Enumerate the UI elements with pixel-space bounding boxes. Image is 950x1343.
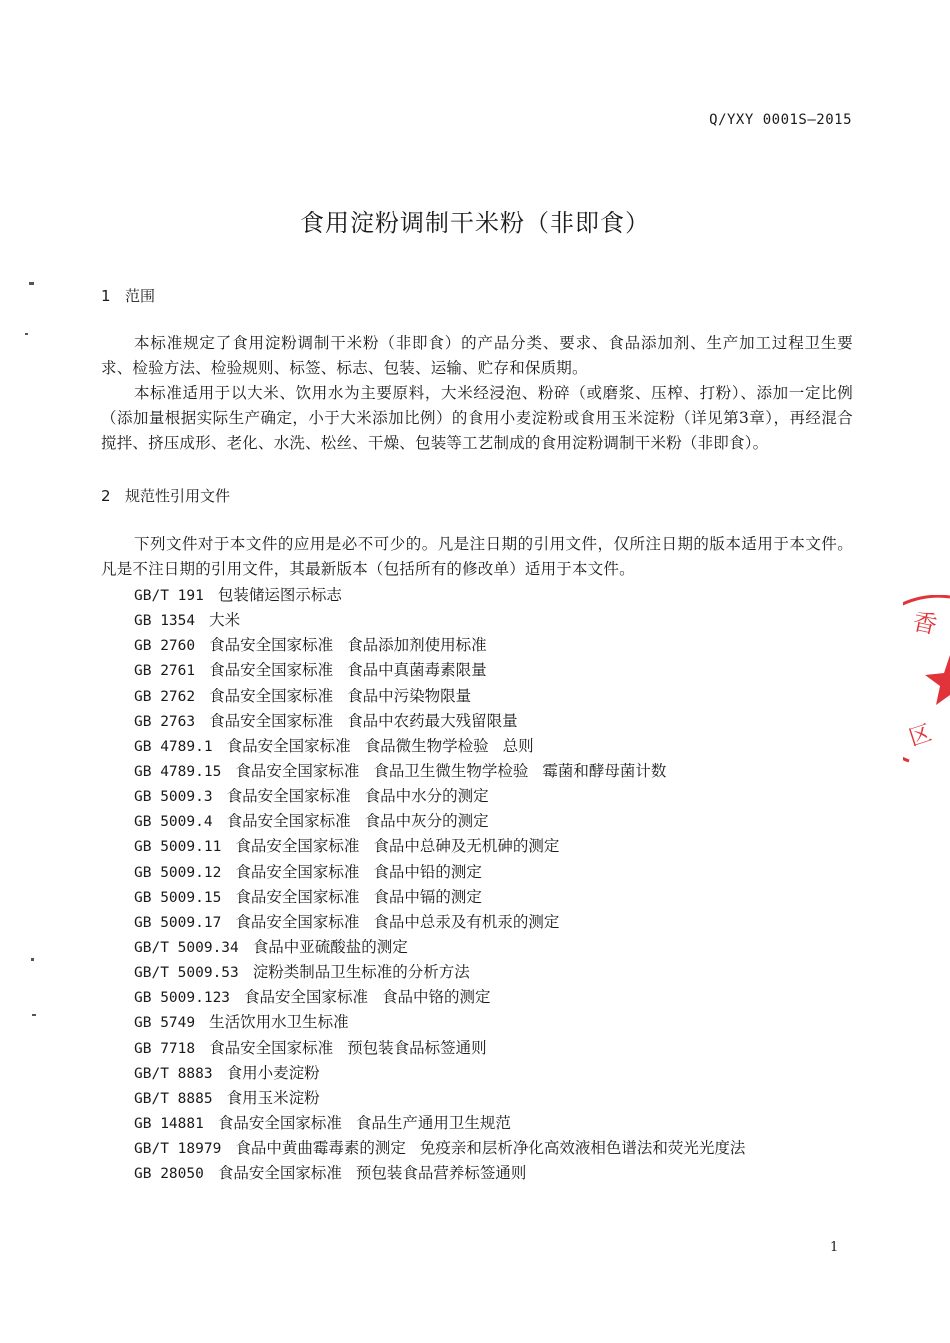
- reference-item: [134, 809, 759, 834]
- reference-item: [134, 960, 759, 985]
- reference-title-part: 食品安全国家标准: [235, 862, 360, 881]
- reference-title-part: 生活饮用水卫生标准: [209, 1013, 349, 1032]
- reference-code: GB 5009.15: [134, 889, 222, 906]
- reference-code: GB 28050: [134, 1166, 204, 1183]
- reference-code: GB 5009.17: [134, 914, 222, 931]
- section-number: 2: [101, 487, 111, 505]
- reference-item: [134, 935, 759, 960]
- reference-title-part: 食用玉米淀粉: [226, 1088, 320, 1107]
- reference-title-part: 食品安全国家标准: [209, 1038, 334, 1057]
- seal-char: 香: [910, 607, 940, 640]
- scope-paragraph-2: 本标准适用于以大米、饮用水为主要原料，大米经浸泡、粉碎（或磨浆、压榨、打粉）、添加一定比例（添加量根据实际生产确定，小于大米添加比例）的食用小麦淀粉或食用玉米淀粉（详见第3章），再经混合搅拌、挤压成形、老化、水洗、松丝、干燥、包装等工艺制成的食用淀粉调制干米粉（非即食）。: [101, 384, 853, 452]
- reference-item: [134, 1061, 759, 1086]
- reference-code: GB 4789.15: [134, 763, 222, 780]
- reference-title-part: 食品安全国家标准: [235, 837, 360, 856]
- reference-title-part: 霉菌和酵母菌计数: [542, 761, 667, 780]
- reference-title-part: 食品安全国家标准: [226, 787, 351, 806]
- reference-title-part: 食品中污染物限量: [347, 686, 472, 705]
- reference-title-part: 食品安全国家标准: [209, 661, 334, 680]
- reference-title-part: 预包装食品标签通则: [347, 1038, 487, 1057]
- reference-title-part: 食品安全国家标准: [209, 711, 334, 730]
- reference-item: [134, 885, 759, 910]
- reference-title-part: 食品安全国家标准: [217, 1164, 342, 1183]
- reference-code: GB 5009.4: [134, 814, 213, 831]
- reference-item: [134, 759, 759, 784]
- reference-code: GB 2763: [134, 713, 196, 730]
- red-seal-stamp: [903, 595, 950, 765]
- reference-list: [134, 583, 759, 1186]
- reference-code: GB 5009.12: [134, 864, 222, 881]
- reference-title-part: 食品安全国家标准: [226, 812, 351, 831]
- reference-title-part: 食品中镉的测定: [373, 887, 482, 906]
- reference-title-part: 食品微生物学检验: [364, 736, 489, 755]
- reference-item: [134, 633, 759, 658]
- reference-title-part: 食品中灰分的测定: [364, 812, 489, 831]
- reference-title-part: 食品中水分的测定: [364, 787, 489, 806]
- reference-item: [134, 658, 759, 683]
- reference-title-part: 预包装食品营养标签通则: [355, 1164, 527, 1183]
- reference-item: [134, 985, 759, 1010]
- reference-item: [134, 1161, 759, 1186]
- reference-code: GB 1354: [134, 613, 196, 630]
- reference-title-part: 食品生产通用卫生规范: [355, 1113, 511, 1132]
- reference-item: [134, 834, 759, 859]
- reference-code: GB/T 18979: [134, 1141, 222, 1158]
- reference-title-part: 食品中真菌毒素限量: [347, 661, 487, 680]
- reference-item: [134, 734, 759, 759]
- section-number: 1: [101, 287, 111, 305]
- scan-speck: [32, 1014, 36, 1016]
- reference-title-part: 大米: [209, 611, 241, 630]
- page-number: 1: [830, 1240, 839, 1255]
- seal-star-icon: [925, 655, 950, 705]
- reference-title-part: 食品安全国家标准: [209, 686, 334, 705]
- scan-speck: [29, 282, 34, 285]
- reference-code: GB 2760: [134, 638, 196, 655]
- references-intro-paragraph: 下列文件对于本文件的应用是必不可少的。凡是注日期的引用文件，仅所注日期的版本适用于本文件。凡是不注日期的引用文件，其最新版本（包括所有的修改单）适用于本文件。: [101, 535, 853, 578]
- reference-title-part: 食用小麦淀粉: [226, 1063, 320, 1082]
- reference-title-part: 食品中农药最大残留限量: [347, 711, 518, 730]
- reference-item: [134, 1036, 759, 1061]
- reference-title-part: 食品安全国家标准: [244, 988, 369, 1007]
- section-heading-scope: [101, 285, 155, 306]
- section-heading-references: [101, 485, 230, 506]
- reference-title-part: 食品安全国家标准: [235, 912, 360, 931]
- reference-title-part: 食品中亚硫酸盐的测定: [252, 937, 408, 956]
- reference-title-part: 食品添加剂使用标准: [347, 636, 487, 655]
- reference-title-part: 食品中总汞及有机汞的测定: [373, 912, 560, 931]
- reference-title-part: 总则: [502, 736, 534, 755]
- reference-title-part: 食品中黄曲霉毒素的测定: [235, 1139, 406, 1158]
- reference-code: GB/T 8885: [134, 1090, 213, 1107]
- reference-code: GB/T 191: [134, 588, 204, 604]
- reference-code: GB/T 8883: [134, 1065, 213, 1082]
- reference-code: GB 5009.3: [134, 789, 213, 806]
- reference-title-part: 免疫亲和层析净化高效液相色谱法和荧光光度法: [419, 1139, 746, 1158]
- reference-code: GB 14881: [134, 1115, 204, 1132]
- reference-title-part: 食品中铅的测定: [373, 862, 482, 881]
- scope-paragraph-1: 本标准规定了食用淀粉调制干米粉（非即食）的产品分类、要求、食品添加剂、生产加工过程卫生要求、检验方法、检验规则、标签、标志、包装、运输、贮存和保质期。: [101, 334, 853, 377]
- seal-char: 区: [906, 720, 935, 752]
- reference-item: [134, 910, 759, 935]
- section-title: 范围: [125, 287, 156, 305]
- reference-title-part: 食品中总砷及无机砷的测定: [373, 837, 560, 856]
- reference-code: GB/T 5009.53: [134, 965, 239, 982]
- scan-speck: [31, 958, 34, 961]
- reference-title-part: 包装储运图示标志: [217, 586, 342, 604]
- reference-code: GB 5009.123: [134, 990, 231, 1007]
- reference-item: [134, 1010, 759, 1035]
- reference-title-part: 食品安全国家标准: [235, 887, 360, 906]
- reference-code: GB 7718: [134, 1040, 196, 1057]
- scan-speck: [25, 333, 28, 335]
- reference-code: GB 5009.11: [134, 839, 222, 856]
- reference-item: [134, 1086, 759, 1111]
- reference-title-part: 食品安全国家标准: [226, 736, 351, 755]
- reference-item: [134, 784, 759, 809]
- reference-code: GB 4789.1: [134, 738, 213, 755]
- reference-title-part: 食品安全国家标准: [235, 761, 360, 780]
- reference-title-part: 淀粉类制品卫生标准的分析方法: [252, 963, 470, 982]
- document-title: 食用淀粉调制干米粉（非即食）: [300, 209, 650, 237]
- reference-item: [134, 583, 759, 608]
- reference-item: [134, 860, 759, 885]
- reference-title-part: 食品中铬的测定: [382, 988, 491, 1007]
- reference-code: GB 2761: [134, 663, 196, 680]
- document-code: Q/YXY 0001S—2015: [709, 112, 852, 128]
- reference-code: GB/T 5009.34: [134, 939, 239, 956]
- reference-item: [134, 608, 759, 633]
- section-title: 规范性引用文件: [125, 487, 231, 505]
- reference-code: GB 5749: [134, 1015, 196, 1032]
- reference-item: [134, 709, 759, 734]
- reference-item: [134, 1111, 759, 1136]
- reference-code: GB 2762: [134, 688, 196, 705]
- reference-title-part: 食品安全国家标准: [217, 1113, 342, 1132]
- reference-title-part: 食品安全国家标准: [209, 636, 334, 655]
- reference-title-part: 食品卫生微生物学检验: [373, 761, 529, 780]
- reference-item: [134, 1136, 759, 1161]
- reference-item: [134, 684, 759, 709]
